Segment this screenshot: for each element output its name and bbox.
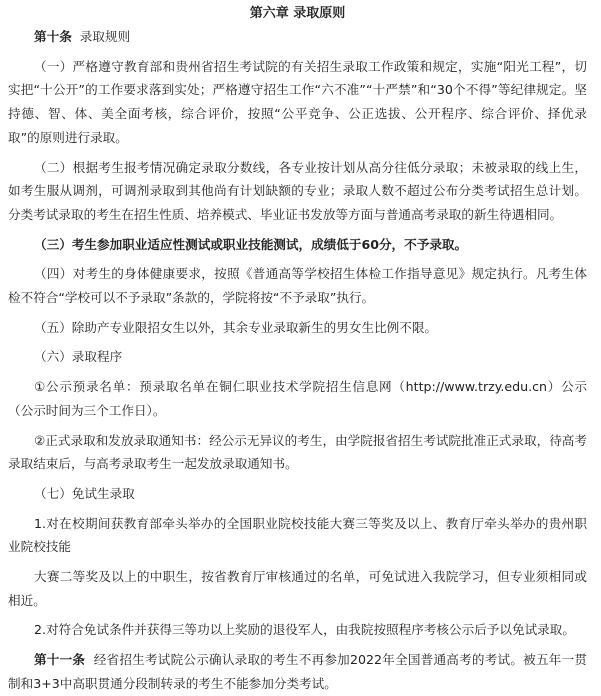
article-11-label: 第十一条 — [34, 652, 86, 668]
paragraph-gender-ratio: （五）除助产专业限招女生以外，其余专业录取新生的男女生比例不限。 — [34, 319, 437, 335]
article-11-text: 经省招生考试院公示确认录取的考生不再参加2022年全国普通高考的考试。被五年一贯制和3+3中高职贯通分段制转录的考生不能参加分类考试。 — [8, 652, 587, 691]
paragraph-procedure-heading: （六）录取程序 — [34, 349, 123, 365]
paragraph-exempt-1-cont: 大赛二等奖及以上的中职生，按省教育厅审核通过的名单，可免试进入我院学习，但专业须相同或相近。 — [8, 569, 587, 608]
chapter-title: 第六章 录取原则 — [249, 6, 346, 21]
paragraph-admission-policy: （一）严格遵守教育部和贵州省招生考试院的有关招生录取工作政策和规定，实施“阳光工程”，切实把“十公开”的工作要求落到实处；严格遵守招生工作“六不准”“十严禁”和“30个不得”等纪律规定。坚持德、智、体、美全面考核，综合评价，按照“公平竞争、公正选拔、公开程序、综合评价、择优录取”的原则进行录取。 — [8, 58, 587, 145]
article-10-title: 录取规则 — [79, 29, 131, 44]
paragraph-formal-admission: ②正式录取和发放录取通知书：经公示无异议的考生，由学院报省招生考试院批准正式录取，待高考录取结束后，与高考录取考生一起发放录取通知书。 — [8, 432, 587, 472]
article-10-label: 第十条 — [34, 29, 72, 44]
paragraph-publicity: ①公示预录名单：预录取名单在铜仁职业技术学院招生信息网（http://www.trzy.edu.cn）公示（公示时间为三个工作日）。 — [8, 379, 587, 418]
paragraph-skill-test: （三）考生参加职业适应性测试或职业技能测试，成绩低于60分，不予录取。 — [34, 236, 468, 252]
article-11 — [8, 648, 587, 695]
paragraph-health: （四）对考生的身体健康要求，按照《普通高等学校招生体检工作指导意见》规定执行。凡考生体检不符合“学校可以不予录取”条款的，学院将按“不予录取”执行。 — [8, 266, 587, 306]
paragraph-exempt-heading: （七）免试生录取 — [34, 485, 135, 501]
paragraph-exempt-2: 2.对符合免试条件并获得三等功以上奖励的退役军人，由我院按照程序考核公示后予以免试录取。 — [34, 622, 575, 638]
paragraph-exempt-1: 1.对在校期间获教育部牵头举办的全国职业院校技能大赛三等奖及以上、教育厅牵头举办的贵州职业院校技能 — [8, 515, 587, 555]
article-10-heading — [8, 25, 587, 49]
paragraph-score-line: （二）根据考生报考情况确定录取分数线，各专业按计划从高分往低分录取；未被录取的线上生，如考生服从调剂，可调剂录取到其他尚有计划缺额的专业；录取人数不超过公布分类考试招生总计划。分类考试录取的考生在招生性质、培养模式、毕业证书发放等方面与普通高考录取的新生待遇相同。 — [8, 159, 587, 222]
